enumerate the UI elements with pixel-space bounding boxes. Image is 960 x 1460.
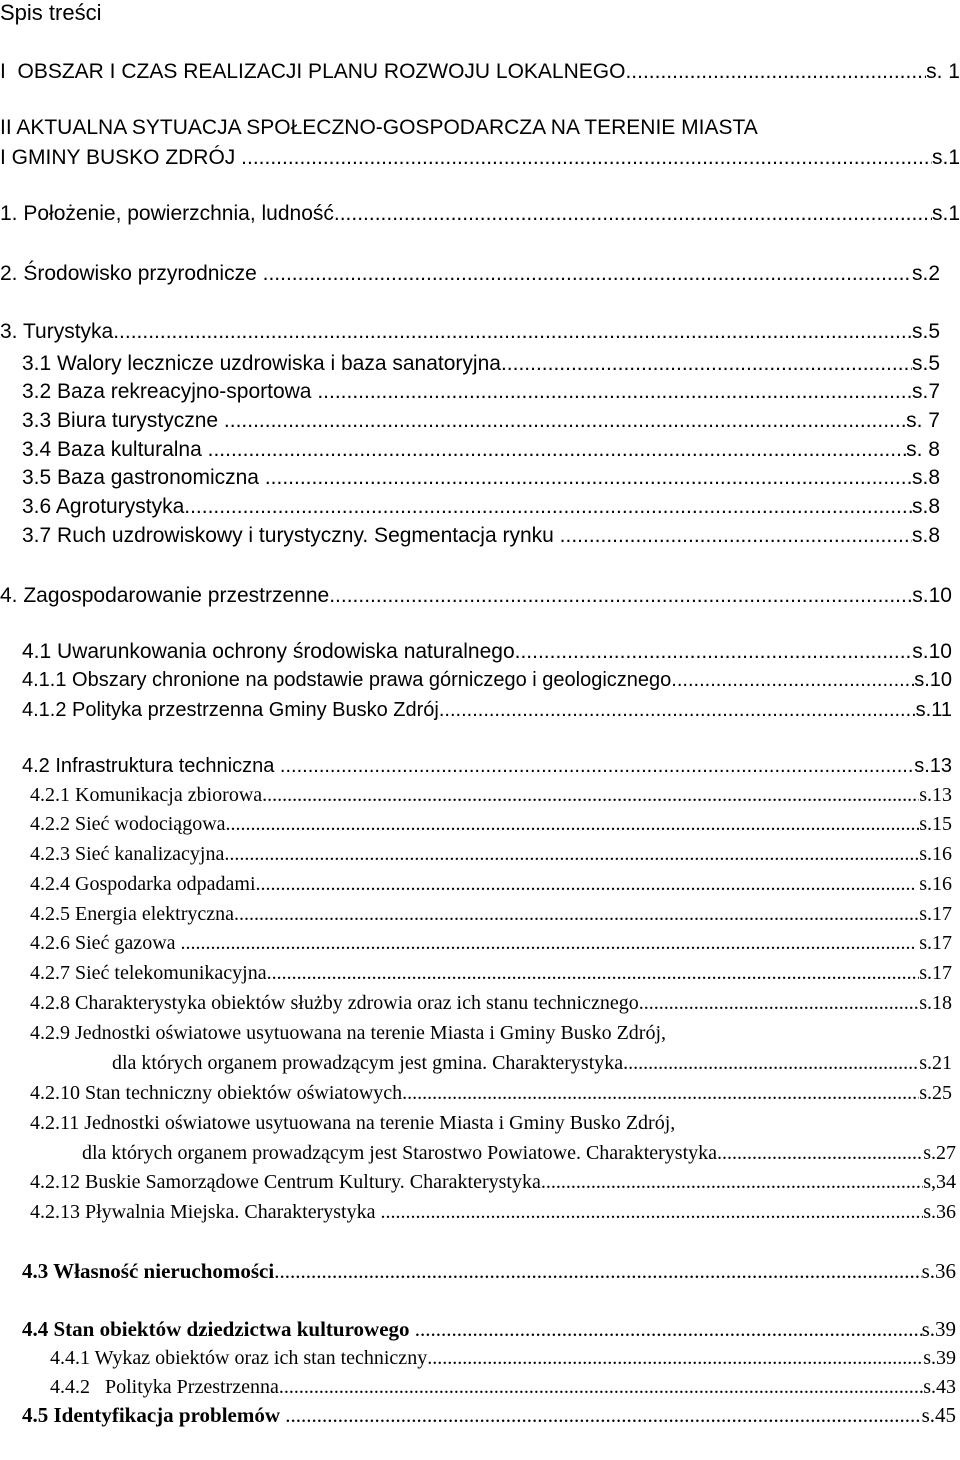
entry-label: 4.1 Uwarunkowania ochrony środowiska naturalnego xyxy=(22,640,515,663)
entry-label: 3.3 Biura turystyczne xyxy=(22,409,224,432)
entry-label: 3.1 Walory lecznicze uzdrowiska i baza sanatoryjna xyxy=(22,352,501,375)
entry-page: s.25 xyxy=(919,1082,952,1104)
dot-leader xyxy=(541,1168,923,1196)
toc-entry-21[interactable] xyxy=(0,870,960,898)
toc-entry-2-line1 xyxy=(0,114,960,142)
dot-leader xyxy=(181,929,915,957)
dot-leader xyxy=(267,959,920,987)
toc-entry-8[interactable] xyxy=(0,407,960,435)
entry-label: 4.2.7 Sieć telekomunikacyjna xyxy=(30,962,267,984)
entry-page: s.1 xyxy=(931,202,960,225)
entry-page: s,34 xyxy=(923,1171,956,1193)
entry-page: s.18 xyxy=(919,992,952,1014)
dot-leader xyxy=(241,144,932,172)
dot-leader xyxy=(262,781,919,809)
entry-label: 4.1.1 Obszary chronione na podstawie prawa górniczego i geologicznego xyxy=(22,669,672,691)
entry-label: 1. Położenie, powierzchnia, ludność xyxy=(0,202,334,225)
toc-entry-19[interactable] xyxy=(0,810,960,838)
toc-entry-7[interactable] xyxy=(0,378,960,406)
dot-leader xyxy=(224,407,906,435)
toc-entry-3[interactable] xyxy=(0,200,960,228)
toc-entry-24[interactable] xyxy=(0,959,960,987)
entry-page: s.11 xyxy=(915,699,952,721)
entry-label: 2. Środowisko przyrodnicze xyxy=(0,262,263,285)
entry-page: s.10 xyxy=(912,584,952,607)
entry-label: 3.2 Baza rekreacyjno-sportowa xyxy=(22,380,318,403)
dot-leader xyxy=(113,318,912,346)
toc-entry-11[interactable] xyxy=(0,493,960,521)
toc-entry-31[interactable] xyxy=(0,1257,960,1285)
dot-leader xyxy=(317,378,912,406)
entry-label: 4.4.1 Wykaz obiektów oraz ich stan techniczny xyxy=(50,1347,428,1369)
entry-label: 4.2.13 Pływalnia Miejska. Charakterystyka xyxy=(30,1201,381,1223)
toc-entry-26[interactable] xyxy=(0,1049,960,1077)
entry-page: s.39 xyxy=(921,1317,956,1341)
toc-entry-29[interactable] xyxy=(0,1168,960,1196)
toc-entry-35[interactable] xyxy=(0,1401,960,1429)
entry-label: 4.5 Identyfikacja problemów xyxy=(22,1403,286,1427)
dot-leader xyxy=(265,464,912,492)
toc-entry-30[interactable] xyxy=(0,1198,960,1226)
dot-leader xyxy=(285,1401,921,1429)
dot-leader xyxy=(184,493,912,521)
entry-page: s.16 xyxy=(919,843,952,865)
entry-page: s.43 xyxy=(923,1376,956,1398)
entry-label: I OBSZAR I CZAS REALIZACJI PLANU ROZWOJU LOKALNEGO xyxy=(0,60,626,83)
toc-entry-33[interactable] xyxy=(0,1344,960,1372)
entry-page: s.7 xyxy=(911,380,940,403)
entry-page: s.13 xyxy=(914,755,952,777)
toc-entry-26-line1 xyxy=(0,1019,960,1047)
entry-label: 4.2.5 Energia elektryczna xyxy=(30,903,234,925)
entry-page: s.8 xyxy=(911,495,940,518)
dot-leader xyxy=(439,696,916,724)
entry-label: dla których organem prowadzącym jest gmina. Charakterystyka xyxy=(112,1052,624,1074)
entry-page: s. 1 xyxy=(926,60,960,83)
toc-entry-12[interactable] xyxy=(0,522,960,550)
entry-label: II AKTUALNA SYTUACJA SPOŁECZNO-GOSPODARCZA NA TERENIE MIASTA xyxy=(0,116,758,139)
entry-page: s.45 xyxy=(921,1403,956,1427)
entry-page: s.5 xyxy=(911,352,940,375)
toc-entry-4[interactable] xyxy=(0,260,960,288)
entry-page: s.36 xyxy=(923,1201,956,1223)
entry-label: 4.3 Własność nieruchomości xyxy=(22,1259,275,1283)
dot-leader xyxy=(560,522,912,550)
toc-entry-10[interactable] xyxy=(0,464,960,492)
dot-leader xyxy=(279,1373,923,1401)
entry-label: 4.2.3 Sieć kanalizacyjna xyxy=(30,843,225,865)
toc-entry-28[interactable] xyxy=(0,1139,960,1167)
entry-label: 3. Turystyka xyxy=(0,320,114,343)
dot-leader xyxy=(224,840,919,868)
entry-page: s. 8 xyxy=(906,438,940,461)
entry-label: 4.2.6 Sieć gazowa xyxy=(30,932,181,954)
dot-leader xyxy=(639,989,920,1017)
toc-entry-15[interactable] xyxy=(0,666,960,694)
dot-leader xyxy=(329,582,912,610)
entry-page: s.16 xyxy=(914,873,952,895)
entry-label: 4. Zagospodarowanie przestrzenne xyxy=(0,584,330,607)
entry-page: s.27 xyxy=(923,1142,956,1164)
toc-entry-17[interactable] xyxy=(0,752,960,780)
dot-leader xyxy=(415,1315,922,1343)
toc-entry-20[interactable] xyxy=(0,840,960,868)
dot-leader xyxy=(280,752,914,780)
entry-label: 3.5 Baza gastronomiczna xyxy=(22,466,265,489)
dot-leader xyxy=(402,1079,919,1107)
dot-leader xyxy=(501,350,912,378)
toc-entry-13[interactable] xyxy=(0,582,960,610)
dot-leader xyxy=(256,870,915,898)
toc-entry-32[interactable] xyxy=(0,1315,960,1343)
dot-leader xyxy=(515,638,913,666)
entry-label: 4.2.11 Jednostki oświatowe usytuowana na terenie Miasta i Gminy Busko Zdrój, xyxy=(30,1112,676,1134)
toc-title: Spis treści xyxy=(0,0,102,25)
toc-entry-25[interactable] xyxy=(0,989,960,1017)
entry-label: 4.1.2 Polityka przestrzenna Gminy Busko Zdrój xyxy=(22,699,439,721)
entry-page: s.8 xyxy=(911,466,940,489)
dot-leader xyxy=(623,1049,919,1077)
dot-leader xyxy=(381,1198,924,1226)
dot-leader xyxy=(427,1344,923,1372)
toc-entry-14[interactable] xyxy=(0,638,960,666)
entry-label: 4.2.12 Buskie Samorządowe Centrum Kultury. Charakterystyka xyxy=(30,1171,541,1193)
entry-label: dla których organem prowadzącym jest Starostwo Powiatowe. Charakterystyka xyxy=(82,1142,718,1164)
entry-page: s. 7 xyxy=(906,409,940,432)
entry-label: 4.4 Stan obiektów dziedzictwa kulturowego xyxy=(22,1317,415,1341)
dot-leader xyxy=(717,1139,923,1167)
entry-page: s.17 xyxy=(919,903,952,925)
entry-page: s.10 xyxy=(914,669,952,691)
dot-leader xyxy=(226,810,920,838)
entry-page: s.13 xyxy=(919,784,952,806)
dot-leader xyxy=(208,436,907,464)
entry-label: 4.2.1 Komunikacja zbiorowa xyxy=(30,784,263,806)
entry-label: 3.4 Baza kulturalna xyxy=(22,438,208,461)
toc-entry-9[interactable] xyxy=(0,436,960,464)
toc-entry-28-line1 xyxy=(0,1109,960,1137)
entry-label: 4.2 Infrastruktura techniczna xyxy=(22,755,280,777)
entry-page: s.8 xyxy=(911,524,940,547)
toc-entry-6[interactable] xyxy=(0,350,960,378)
dot-leader xyxy=(234,900,919,928)
toc-entry-23[interactable] xyxy=(0,929,960,957)
entry-page: s.2 xyxy=(911,262,940,285)
dot-leader xyxy=(334,200,932,228)
toc-entry-1[interactable] xyxy=(0,58,960,86)
entry-page: s.15 xyxy=(919,813,952,835)
toc-entry-2[interactable] xyxy=(0,144,960,172)
entry-label: 4.2.4 Gospodarka odpadami xyxy=(30,873,256,895)
entry-page: s.1 xyxy=(931,146,960,169)
dot-leader xyxy=(274,1257,921,1285)
entry-label: I GMINY BUSKO ZDRÓJ xyxy=(0,146,242,169)
toc-entry-5[interactable] xyxy=(0,318,960,346)
entry-page: s.17 xyxy=(919,962,952,984)
toc-entry-16[interactable] xyxy=(0,696,960,724)
entry-label: 4.2.8 Charakterystyka obiektów służby zdrowia oraz ich stanu technicznego xyxy=(30,992,639,1014)
entry-page: s.17 xyxy=(914,932,952,954)
entry-label: 3.6 Agroturystyka xyxy=(22,495,185,518)
entry-label: 4.4.2 Polityka Przestrzenna xyxy=(50,1376,279,1398)
dot-leader xyxy=(625,58,926,86)
entry-page: s.5 xyxy=(911,320,940,343)
dot-leader xyxy=(263,260,912,288)
toc-entry-27[interactable] xyxy=(0,1079,960,1107)
toc-entry-18[interactable] xyxy=(0,781,960,809)
entry-page: s.10 xyxy=(912,640,952,663)
entry-page: s.21 xyxy=(919,1052,952,1074)
toc-entry-34[interactable] xyxy=(0,1373,960,1401)
entry-label: 3.7 Ruch uzdrowiskowy i turystyczny. Segmentacja rynku xyxy=(22,524,560,547)
entry-label: 4.2.2 Sieć wodociągowa xyxy=(30,813,226,835)
dot-leader xyxy=(671,666,914,694)
entry-page: s.39 xyxy=(923,1347,956,1369)
entry-label: 4.2.9 Jednostki oświatowe usytuowana na terenie Miasta i Gminy Busko Zdrój, xyxy=(30,1022,667,1044)
entry-page: s.36 xyxy=(921,1259,956,1283)
toc-entry-22[interactable] xyxy=(0,900,960,928)
entry-label: 4.2.10 Stan techniczny obiektów oświatowych xyxy=(30,1082,403,1104)
